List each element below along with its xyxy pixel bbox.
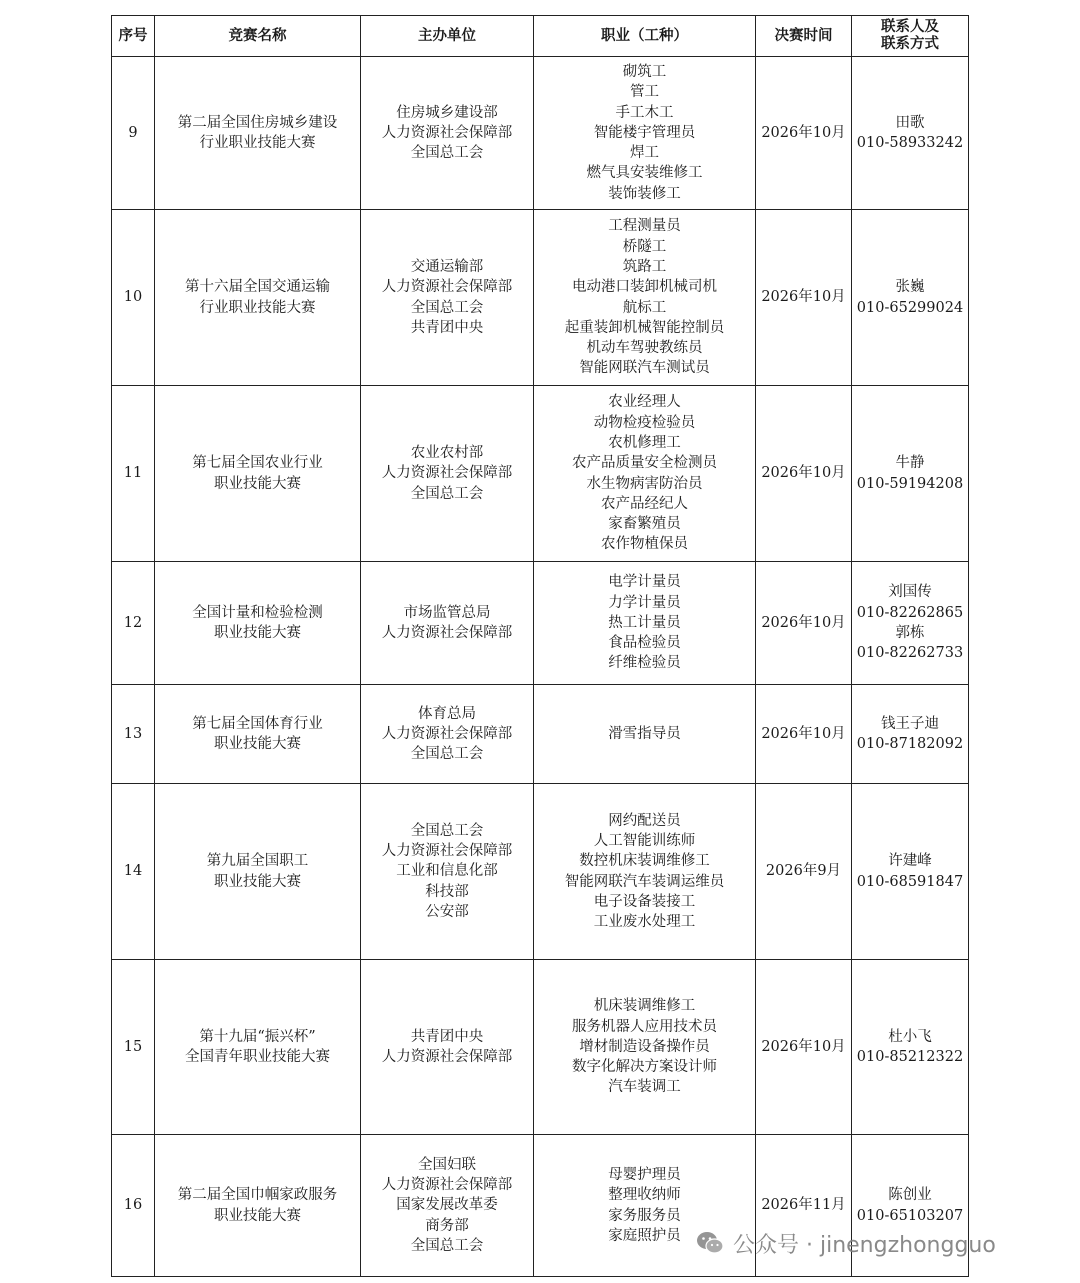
org-line: 科技部 (425, 883, 469, 900)
watermark (695, 1226, 996, 1260)
cell-date: 2026年10月 (756, 57, 852, 210)
name-line: 职业技能大赛 (214, 1207, 301, 1224)
cell-name (155, 57, 361, 210)
org-line: 全国总工会 (410, 485, 484, 502)
org-line: 工业和信息化部 (396, 863, 498, 880)
cell-jobs (534, 57, 756, 210)
jobs-line: 电动港口装卸机械司机 (572, 279, 717, 296)
jobs-line: 砌筑工 (622, 63, 667, 80)
cell-org (361, 562, 534, 685)
cell-no: 15 (112, 960, 155, 1135)
cell-date: 2026年10月 (756, 386, 852, 562)
competition-table (111, 15, 969, 1277)
org-line: 共青团中央 (410, 319, 484, 336)
cell-name (155, 210, 361, 386)
jobs-line: 家务服务员 (608, 1207, 681, 1224)
contact-line: 田歌 (895, 114, 925, 131)
cell-name (155, 685, 361, 784)
cell-org (361, 960, 534, 1135)
jobs-line: 智能网联汽车测试员 (579, 360, 710, 377)
name-line: 行业职业技能大赛 (199, 135, 316, 151)
contact-line: 牛静 (895, 455, 925, 472)
jobs-line: 农作物植保员 (601, 536, 688, 553)
cell-jobs (534, 210, 756, 386)
cell-name (155, 960, 361, 1135)
jobs-line: 农产品经纪人 (601, 495, 688, 512)
cell-no: 13 (112, 685, 155, 784)
org-line: 人力资源社会保障部 (381, 124, 513, 141)
org-line: 全国妇联 (418, 1156, 476, 1173)
header-contact (852, 16, 969, 57)
cell-org (361, 210, 534, 386)
jobs-line: 热工计量员 (608, 614, 681, 631)
contact-line: 郭栋 (895, 625, 925, 641)
cell-contact (852, 57, 969, 210)
header-jobs: 职业（工种） (534, 16, 756, 57)
contact-line: 010-65299024 (856, 299, 964, 316)
org-line: 商务部 (425, 1217, 469, 1234)
name-line: 第十九届“振兴杯” (199, 1028, 316, 1045)
org-line: 人力资源社会保障部 (381, 725, 513, 742)
jobs-line: 电学计量员 (608, 574, 681, 591)
cell-contact (852, 960, 969, 1135)
org-line: 公安部 (425, 903, 469, 920)
cell-date: 2026年10月 (756, 210, 852, 386)
table-body (112, 57, 969, 1277)
org-line: 人力资源社会保障部 (381, 1177, 513, 1194)
jobs-line: 服务机器人应用技术员 (572, 1018, 717, 1035)
contact-line: 010-58933242 (856, 135, 964, 151)
jobs-line: 机床装调维修工 (593, 998, 696, 1015)
org-line: 住房城乡建设部 (396, 104, 498, 121)
org-line: 农业农村部 (410, 445, 484, 462)
jobs-line: 工程测量员 (608, 218, 681, 235)
name-line: 职业技能大赛 (214, 736, 301, 752)
jobs-line: 网约配送员 (608, 812, 681, 829)
cell-no: 9 (112, 57, 155, 210)
cell-jobs (534, 784, 756, 960)
org-line: 人力资源社会保障部 (381, 625, 513, 641)
org-line: 人力资源社会保障部 (381, 843, 513, 860)
name-line: 第二届全国住房城乡建设 (177, 114, 338, 131)
jobs-line: 增材制造设备操作员 (579, 1038, 710, 1055)
jobs-line: 家庭照护员 (608, 1227, 681, 1244)
table-row (112, 386, 969, 562)
contact-line: 010-87182092 (856, 736, 964, 752)
jobs-line: 滑雪指导员 (608, 725, 681, 742)
contact-line: 许建峰 (888, 853, 932, 870)
jobs-line: 手工木工 (615, 104, 674, 121)
jobs-line: 人工智能训练师 (593, 832, 696, 849)
contact-line: 刘国传 (888, 584, 932, 601)
cell-contact (852, 685, 969, 784)
cell-jobs (534, 685, 756, 784)
jobs-line: 汽车装调工 (608, 1079, 681, 1096)
jobs-line: 家畜繁殖员 (608, 516, 681, 533)
name-line: 全国计量和检验检测 (192, 604, 323, 621)
name-line: 第七届全国农业行业 (192, 455, 323, 472)
cell-org (361, 685, 534, 784)
name-line: 全国青年职业技能大赛 (185, 1049, 330, 1065)
cell-date: 2026年11月 (756, 1135, 852, 1277)
org-line: 体育总局 (418, 705, 476, 722)
table-header-row (112, 16, 969, 57)
watermark-text: 公众号 · jinengzhongguo (733, 1232, 996, 1258)
name-line: 职业技能大赛 (214, 873, 301, 890)
contact-line: 杜小飞 (888, 1028, 932, 1045)
header-contact-line: 联系人及 (881, 19, 939, 35)
org-line: 人力资源社会保障部 (381, 1049, 513, 1065)
wechat-icon (695, 1228, 725, 1258)
jobs-line: 管工 (630, 84, 659, 101)
jobs-line: 智能网联汽车装调运维员 (564, 873, 725, 890)
cell-contact (852, 386, 969, 562)
contact-line: 010-82262865 (856, 604, 964, 621)
org-line: 全国总工会 (410, 746, 484, 763)
jobs-line: 筑路工 (622, 258, 667, 275)
org-line: 全国总工会 (410, 1237, 484, 1254)
jobs-line: 数控机床装调维修工 (579, 853, 710, 870)
cell-no: 10 (112, 210, 155, 386)
cell-org (361, 784, 534, 960)
name-line: 第十六届全国交通运输 (185, 279, 330, 296)
cell-org (361, 386, 534, 562)
cell-org (361, 1135, 534, 1277)
header-name: 竞赛名称 (155, 16, 361, 57)
header-date: 决赛时间 (756, 16, 852, 57)
name-line: 第九届全国职工 (206, 853, 309, 870)
jobs-line: 整理收纳师 (608, 1187, 681, 1204)
org-line: 共青团中央 (410, 1028, 484, 1045)
org-line: 人力资源社会保障部 (381, 465, 513, 482)
table-row (112, 685, 969, 784)
org-line: 交通运输部 (410, 258, 484, 275)
cell-no: 11 (112, 386, 155, 562)
cell-org (361, 57, 534, 210)
cell-date: 2026年10月 (756, 685, 852, 784)
name-line: 第二届全国巾帼家政服务 (177, 1187, 338, 1204)
contact-line: 010-68591847 (856, 873, 964, 890)
jobs-line: 动物检疫检验员 (593, 414, 696, 431)
contact-line: 010-59194208 (856, 475, 964, 492)
cell-contact (852, 210, 969, 386)
jobs-line: 燃气具安装维修工 (586, 165, 703, 182)
org-line: 全国总工会 (410, 822, 484, 839)
table-row (112, 210, 969, 386)
jobs-line: 数字化解决方案设计师 (572, 1059, 717, 1076)
name-line: 行业职业技能大赛 (199, 299, 316, 316)
contact-line: 钱王子迪 (881, 715, 939, 732)
cell-no: 14 (112, 784, 155, 960)
org-line: 全国总工会 (410, 299, 484, 316)
jobs-line: 航标工 (622, 299, 667, 316)
jobs-line: 食品检验员 (608, 635, 681, 652)
cell-date: 2026年9月 (756, 784, 852, 960)
cell-jobs (534, 386, 756, 562)
org-line: 国家发展改革委 (396, 1197, 498, 1214)
contact-line: 张巍 (895, 279, 925, 296)
cell-name (155, 562, 361, 685)
header-no: 序号 (112, 16, 155, 57)
name-line: 第七届全国体育行业 (192, 715, 323, 732)
cell-name (155, 386, 361, 562)
jobs-line: 智能楼宇管理员 (593, 124, 696, 141)
contact-line: 陈创业 (888, 1187, 932, 1204)
contact-line: 010-85212322 (856, 1049, 964, 1065)
jobs-line: 机动车驾驶教练员 (586, 340, 703, 357)
org-line: 人力资源社会保障部 (381, 279, 513, 296)
table-row (112, 562, 969, 685)
header-org: 主办单位 (361, 16, 534, 57)
name-line: 职业技能大赛 (214, 475, 301, 492)
jobs-line: 纤维检验员 (608, 655, 681, 672)
jobs-line: 水生物病害防治员 (586, 475, 703, 492)
table-row (112, 784, 969, 960)
contact-line: 010-65103207 (856, 1207, 964, 1224)
jobs-line: 农机修理工 (608, 434, 681, 451)
jobs-line: 力学计量员 (608, 594, 681, 611)
jobs-line: 母婴护理员 (608, 1166, 681, 1183)
contact-line: 010-82262733 (856, 645, 964, 662)
cell-name (155, 1135, 361, 1277)
jobs-line: 农业经理人 (608, 394, 681, 411)
jobs-line: 焊工 (630, 145, 659, 162)
cell-name (155, 784, 361, 960)
org-line: 市场监管总局 (403, 604, 491, 621)
org-line: 全国总工会 (410, 145, 484, 162)
cell-no: 12 (112, 562, 155, 685)
table-row (112, 57, 969, 210)
cell-date: 2026年10月 (756, 960, 852, 1135)
jobs-line: 工业废水处理工 (593, 914, 696, 931)
jobs-line: 农产品质量安全检测员 (572, 455, 717, 472)
jobs-line: 电子设备装接工 (593, 893, 696, 910)
cell-jobs (534, 960, 756, 1135)
cell-jobs (534, 562, 756, 685)
table-row (112, 960, 969, 1135)
cell-contact (852, 784, 969, 960)
name-line: 职业技能大赛 (214, 625, 301, 641)
jobs-line: 装饰装修工 (608, 185, 681, 202)
jobs-line: 起重装卸机械智能控制员 (564, 319, 725, 336)
cell-no: 16 (112, 1135, 155, 1277)
jobs-line: 桥隧工 (622, 238, 667, 255)
header-contact-line: 联系方式 (881, 36, 939, 52)
cell-contact (852, 562, 969, 685)
cell-date: 2026年10月 (756, 562, 852, 685)
